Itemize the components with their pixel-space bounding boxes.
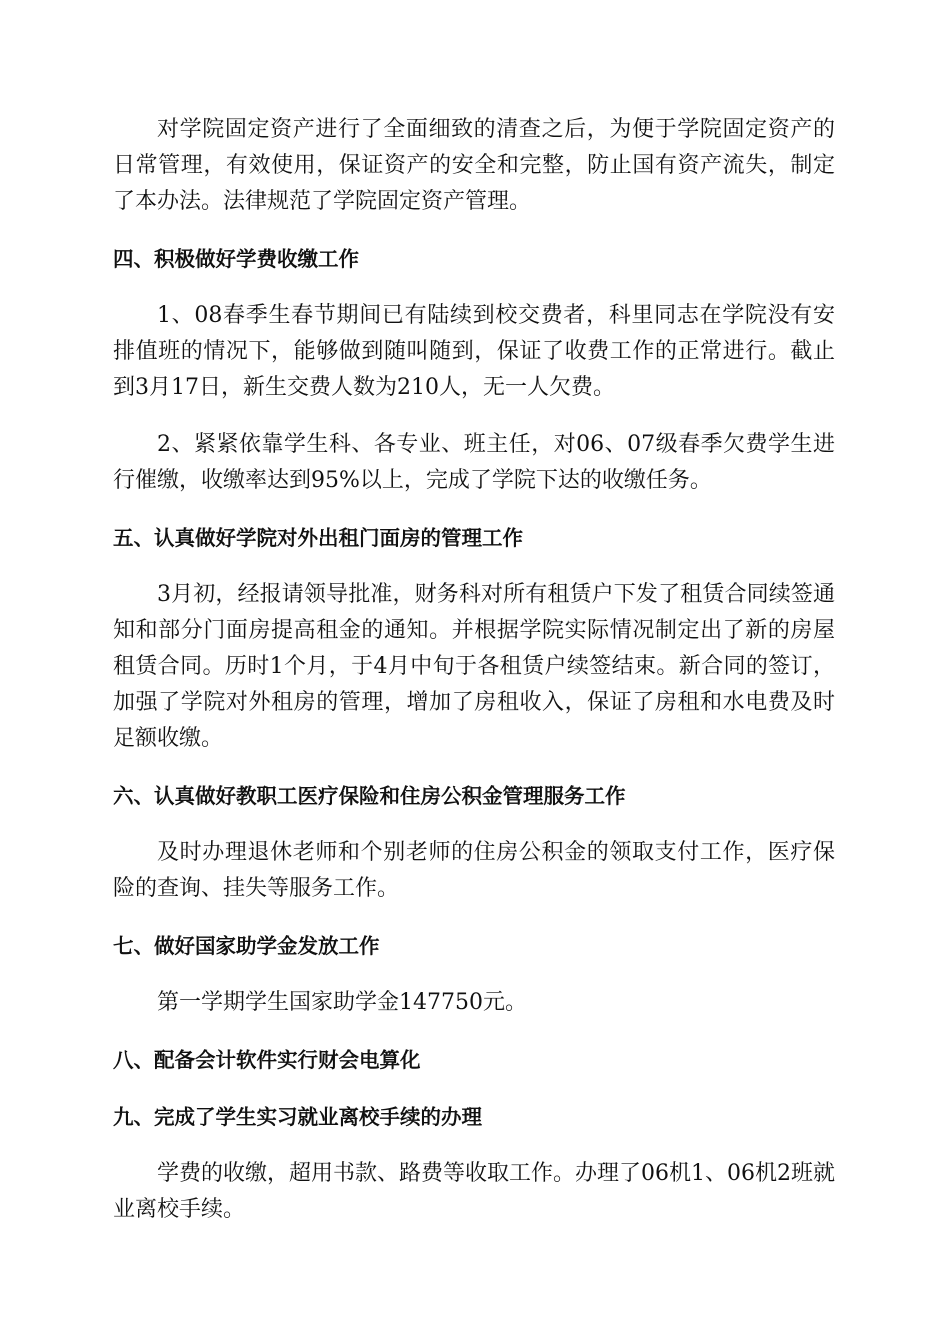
paragraph-graduation: 学费的收缴，超用书款、路费等收取工作。办理了06机1、06机2班就业离校手续。 bbox=[113, 1161, 835, 1222]
section-heading-8: 八、配备会计软件实行财会电算化 bbox=[113, 1048, 421, 1072]
paragraph-insurance: 及时办理退休老师和个别老师的住房公积金的领取支付工作，医疗保险的查询、挂失等服务工作。 bbox=[113, 840, 835, 901]
paragraph-tuition-1: 1、08春季生春节期间已有陆续到校交费者，科里同志在学院没有安排值班的情况下，能够做到随叫随到，保证了收费工作的正常进行。截止到3月17日，新生交费人数为210人，无一人欠费。 bbox=[113, 303, 835, 400]
section-heading-5: 五、认真做好学院对外出租门面房的管理工作 bbox=[113, 526, 523, 550]
paragraph-fixed-assets: 对学院固定资产进行了全面细致的清查之后，为便于学院固定资产的日常管理，有效使用，保证资产的安全和完整，防止国有资产流失，制定了本办法。法律规范了学院固定资产管理。 bbox=[113, 117, 835, 214]
paragraph-grant: 第一学期学生国家助学金147750元。 bbox=[157, 990, 527, 1015]
section-heading-6: 六、认真做好教职工医疗保险和住房公积金管理服务工作 bbox=[113, 784, 626, 808]
paragraph-rental: 3月初，经报请领导批准，财务科对所有租赁户下发了租赁合同续签通知和部分门面房提高租金的通知。并根据学院实际情况制定出了新的房屋租赁合同。历时1个月，于4月中旬于各租赁户续签结束。新合同的签订，加强了学院对外租房的管理，增加了房租收入，保证了房租和水电费及时足额收缴。 bbox=[113, 582, 835, 751]
paragraph-tuition-2: 2、紧紧依靠学生科、各专业、班主任，对06、07级春季欠费学生进行催缴，收缴率达到95%以上，完成了学院下达的收缴任务。 bbox=[113, 432, 835, 493]
document-body bbox=[113, 112, 835, 1249]
section-heading-7: 七、做好国家助学金发放工作 bbox=[113, 934, 380, 958]
section-heading-9: 九、完成了学生实习就业离校手续的办理 bbox=[113, 1105, 482, 1129]
section-heading-4: 四、积极做好学费收缴工作 bbox=[113, 247, 359, 271]
